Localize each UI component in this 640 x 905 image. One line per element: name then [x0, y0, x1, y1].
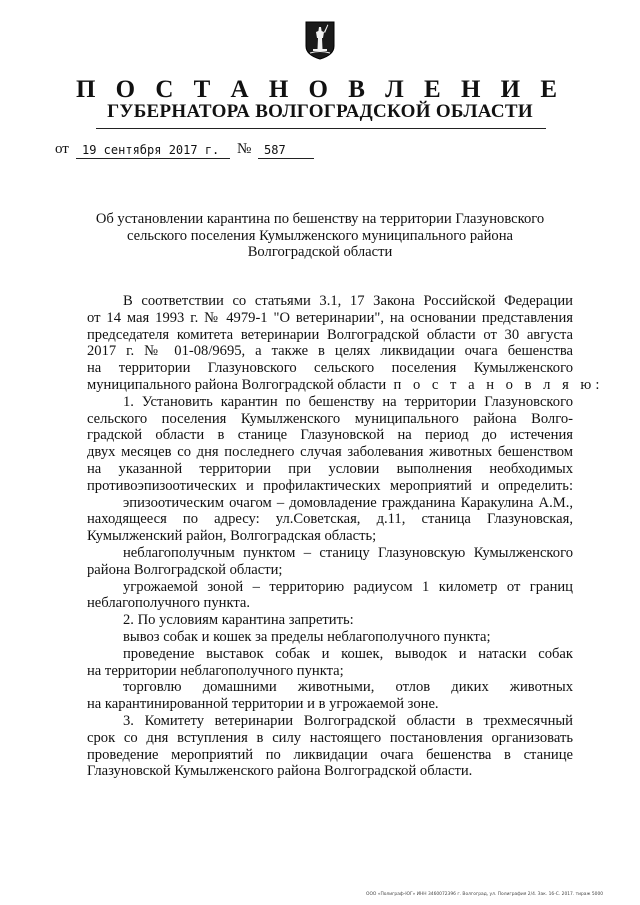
header-divider — [96, 128, 546, 129]
body-line: градской области в станице Глазуновской на период до истечения — [87, 427, 573, 444]
body-line: неблагополучного пункта. — [87, 595, 251, 612]
body-line: председателя комитета ветеринарии Волгоградской области от 30 августа — [87, 326, 573, 343]
subject-line: Волгоградской области — [247, 244, 393, 260]
document-body — [87, 293, 604, 780]
date-underline — [76, 158, 230, 159]
body-line: от 14 мая 1993 г. № 4979-1 "О ветеринарии", на основании представления — [87, 309, 573, 326]
body-line: срок со дня вступления в силу настоящего постановления организовать — [87, 729, 573, 746]
body-line: на указанной территории при условии выполнения необходимых — [87, 460, 573, 477]
subject-line: сельского поселения Кумылженского муниципального района — [126, 227, 513, 244]
body-line: эпизоотическим очагом – домовладение гражданина Каракулина А.М., — [123, 494, 573, 511]
body-line: угрожаемой зоной – территорию радиусом 1 километр от границ — [123, 578, 573, 595]
body-line: Кумылженский район, Волгоградская область; — [87, 528, 377, 545]
body-line: находящееся по адресу: ул.Советская, д.11, станица Глазуновская, — [87, 511, 573, 528]
body-line: Глазуновской Кумылженского района Волгоградской области. — [87, 763, 473, 780]
date-field: 19 сентября 2017 г. — [82, 143, 220, 157]
number-underline — [258, 158, 314, 159]
body-line: В соответствии со статьями 3.1, 17 Закона Российской Федерации — [123, 293, 573, 309]
body-line: проведение мероприятий по ликвидации очага бешенства в станице — [87, 746, 573, 763]
printer-imprint: ООО «Полиграф-ЮГ» ИНН 3460072396 г. Волгоград, ул. Полиграфия 2/4. Зак. 16-С. 2017. тираж 5000 — [366, 892, 604, 897]
body-line-text: муниципального района Волгоградской области — [87, 376, 387, 393]
body-line: 1. Установить карантин по бешенству на территории Глазуновского — [123, 393, 573, 410]
body-line: 2. По условиям карантина запретить: — [123, 612, 354, 629]
body-line: вывоз собак и кошек за пределы неблагополучного пункта; — [123, 628, 491, 645]
body-line: противоэпизоотических и профилактических мероприятий и определить: — [87, 477, 573, 494]
body-line: 3. Комитету ветеринарии Волгоградской области в трехмесячный — [123, 712, 573, 729]
number-field: 587 — [264, 143, 286, 157]
body-line: на территории неблагополучного пункта; — [87, 662, 344, 679]
body-line: неблагополучным пунктом – станицу Глазуновскую Кумылженского — [123, 544, 573, 561]
number-prefix: № — [237, 141, 252, 157]
issuer-title: ГУБЕРНАТОРА ВОЛГОГРАДСКОЙ ОБЛАСТИ — [107, 101, 533, 122]
body-line: торговлю домашними животными, отлов диких животных — [123, 679, 573, 696]
body-line — [87, 376, 604, 394]
body-line: сельского поселения Кумылженского муниципального района Волго- — [87, 410, 573, 427]
body-line: двух месяцев со дня последнего случая заболевания животных бешенством — [87, 444, 573, 461]
body-line: 2017 г. № 01-08/9695, а также в целях ликвидации очага бешенства — [87, 343, 573, 360]
resolution-word: п о с т а н о в л я ю: — [393, 376, 604, 393]
date-prefix: от — [55, 141, 69, 157]
subject-line: Об установлении карантина по бешенству на территории Глазуновского — [95, 211, 545, 227]
body-line: района Волгоградской области; — [87, 561, 283, 578]
document-title: П О С Т А Н О В Л Е Н И Е — [75, 76, 565, 103]
body-line: на карантинированной территории и в угрожаемой зоне. — [87, 696, 439, 713]
document-subject — [70, 211, 570, 261]
body-line: проведение выставок собак и кошек, выводок и натаски собак — [123, 645, 573, 662]
body-line: на территории Глазуновского сельского поселения Кумылженского — [87, 360, 573, 377]
coat-of-arms-emblem-icon — [304, 20, 336, 60]
